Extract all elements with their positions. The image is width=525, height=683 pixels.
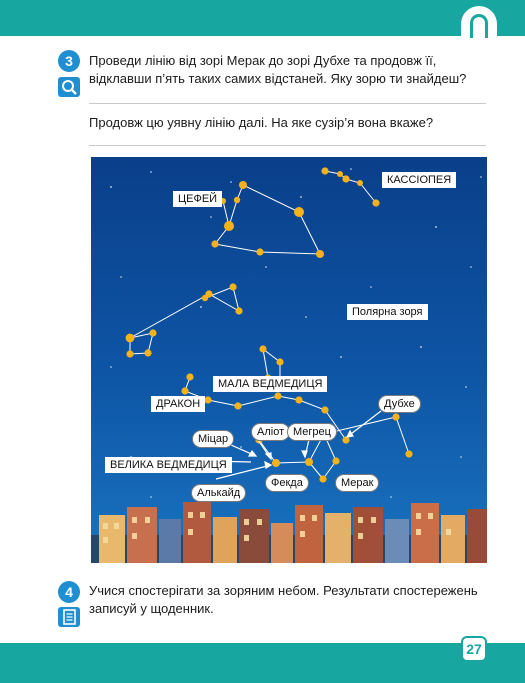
star-map-drawing bbox=[91, 157, 487, 563]
bottom-band bbox=[0, 643, 525, 683]
label-polaris: Полярна зоря bbox=[347, 304, 428, 320]
label-cefei: ЦЕФЕЙ bbox=[173, 191, 222, 207]
label-mizar: Міцар bbox=[192, 430, 234, 448]
task-3-question: Продовж цю уявну лінію далі. На яке сузір’я вона вкаже? bbox=[89, 115, 434, 130]
label-velyka-vedmedytsia: ВЕЛИКА ВЕДМЕДИЦЯ bbox=[105, 457, 232, 473]
divider bbox=[89, 103, 486, 104]
task-4-text-line-2: записуй у щоденник. bbox=[89, 601, 214, 616]
star-map bbox=[91, 157, 487, 563]
task-4-number: 4 bbox=[58, 581, 80, 603]
task-3-text-line-2: відклавши п’ять таких самих відстаней. Яку зорю ти знайдеш? bbox=[89, 71, 467, 86]
divider bbox=[89, 145, 486, 146]
city-skyline bbox=[91, 502, 487, 563]
label-phecda: Фекда bbox=[265, 474, 309, 492]
magnifier-icon bbox=[58, 77, 80, 97]
label-alioth: Аліот bbox=[251, 423, 290, 441]
chapter-tab-icon bbox=[470, 14, 488, 38]
label-megrez: Мегрец bbox=[287, 423, 337, 441]
label-drakon: ДРАКОН bbox=[151, 396, 205, 412]
label-mala-vedmedytsia: МАЛА ВЕДМЕДИЦЯ bbox=[213, 376, 327, 392]
label-kassiopeia: КАССІОПЕЯ bbox=[382, 172, 456, 188]
notebook-icon bbox=[58, 607, 80, 627]
label-alkaid: Алькайд bbox=[191, 484, 246, 502]
label-pointers bbox=[209, 411, 381, 479]
label-merak: Мерак bbox=[335, 474, 379, 492]
task-4-text-line-1: Учися спостерігати за зоряним небом. Результати спостережень bbox=[89, 583, 478, 598]
task-3-number: 3 bbox=[58, 50, 80, 72]
page-number: 27 bbox=[461, 636, 487, 662]
background-stars bbox=[110, 168, 482, 498]
task-3-text-line-1: Проведи лінію від зорі Мерак до зорі Дубхе та продовж її, bbox=[89, 53, 437, 68]
label-dubhe: Дубхе bbox=[378, 395, 421, 413]
top-band bbox=[0, 0, 525, 36]
